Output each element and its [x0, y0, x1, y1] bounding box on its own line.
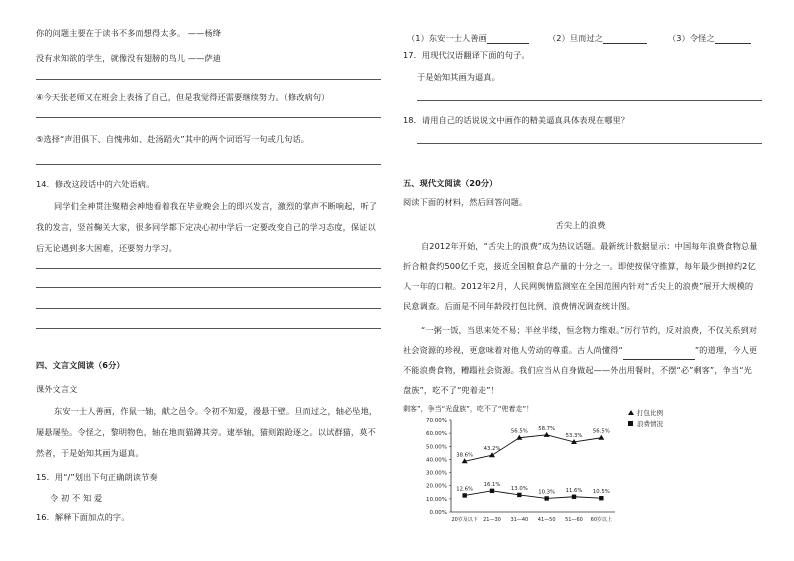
answer-line[interactable]	[417, 100, 762, 101]
x-tick-label: 41—50	[537, 517, 556, 523]
y-tick-label: 10.00%	[426, 496, 447, 503]
data-point-triangle	[598, 435, 604, 440]
quote-sadi: 没有求知欲的学生，就像没有翅膀的鸟儿 ——萨迪	[36, 53, 222, 63]
answer-line[interactable]	[36, 79, 381, 80]
sub-heading: 课外文言文	[36, 384, 78, 394]
data-point-triangle	[489, 452, 495, 457]
classical-passage: 东安一士人善画，作鼠一轴，献之邑令。令初不知爱，漫悬于壁。旦而过之，轴必坠地，屡悬屡坠。令怪之，黎明物色，轴在地而猫蹲其旁。逮举轴，猫则踉跄逐之。以试群猫，莫不然者，于是始知其画为逼真。	[36, 406, 378, 458]
data-label: 10.5%	[592, 489, 610, 496]
y-tick-label: 40.00%	[426, 457, 447, 464]
q16-item-1: （1）东安一士人善画	[407, 33, 529, 44]
answer-line[interactable]	[417, 143, 762, 144]
data-point-square	[490, 489, 494, 493]
question-17: 17．用现代汉语翻译下面的句子。	[403, 50, 530, 60]
question-16: 16．解释下面加点的字。	[36, 512, 130, 522]
legend-label: 打包比例	[637, 409, 663, 417]
answer-blank[interactable]	[623, 359, 695, 360]
data-point-square	[462, 493, 466, 497]
question-15: 15．用“/”划出下句正确朗读节奏	[36, 472, 158, 482]
answer-blank[interactable]	[715, 43, 751, 44]
q15-line: 令 初 不 知 爱	[50, 493, 103, 503]
waste-chart	[403, 400, 768, 530]
article-paragraph-2: “一粥一饭，当思来处不易；半丝半缕，恒念物力维艰。”厉行节约，反对浪费，不仅关系到对社会资源的珍视，更意味着对他人劳动的尊重。古人尚懂得“ ”的道理，今人更不能浪费食物，糟蹋社会资源。我们应当从自身做起——外出用餐时，不摆“必”剩客”，争当“光盘族”，吃不了“兜着走”！	[403, 325, 758, 395]
question-18: 18．请用自己的话说说文中画作的精美逼真具体表现在哪里？	[403, 115, 630, 125]
answer-blank[interactable]	[487, 43, 529, 44]
legend-marker-square	[628, 421, 633, 426]
data-label: 11.6%	[565, 487, 583, 494]
y-tick-label: 30.00%	[426, 470, 447, 477]
section-5-heading: 五、现代文阅读（20分）	[403, 178, 498, 188]
article-title: 舌尖上的浪费	[555, 220, 606, 230]
data-point-triangle	[544, 432, 550, 437]
y-tick-label: 70.00%	[426, 418, 447, 424]
answer-line[interactable]	[36, 117, 381, 118]
question-14: 14．修改这段话中的六处语病。	[36, 179, 155, 189]
x-tick-label: 20岁及以下	[451, 517, 478, 523]
chart-title: 剩客”，争当“光盘族”，吃不了“兜着走”！	[403, 405, 534, 413]
data-label: 13.0%	[510, 485, 528, 492]
article-paragraph-1: 自2012年开始，“舌尖上的浪费”成为热议话题。最新统计数据显示：中国每年浪费食物总量折合粮食约500亿千克，接近全国粮食总产量的十分之一。即使按保守推算，每年最少倒掉约2亿人一年的口粮。2012年2月，人民网舆情监测室在全国范围内针对“舌尖上的浪费”展开大规模的民意调查。后面是不同年龄段打包比例、浪费情况调查统计图。	[403, 241, 758, 311]
q16-item-2: （2）旦而过之	[548, 33, 647, 44]
data-point-square	[544, 496, 548, 500]
x-tick-label: 31—40	[510, 517, 529, 523]
y-tick-label: 0.00%	[429, 510, 447, 516]
answer-line[interactable]	[36, 308, 381, 309]
reading-instruction: 阅读下面的材料，然后回答问题。	[403, 197, 528, 207]
data-label: 16.1%	[483, 481, 501, 488]
answer-line[interactable]	[36, 328, 381, 329]
data-label: 12.6%	[456, 486, 474, 493]
quote-yang-jiang: 你的问题主要在于读书不多而想得太多。 ——杨绛	[36, 28, 222, 38]
q16-item-3: （3）令怪之	[668, 33, 751, 44]
y-tick-label: 60.00%	[426, 431, 447, 438]
data-label: 10.3%	[538, 489, 556, 496]
x-tick-label: 21—30	[483, 517, 501, 523]
data-point-square	[599, 496, 603, 500]
answer-line[interactable]	[36, 287, 381, 288]
data-label: 53.3%	[565, 432, 583, 439]
data-point-square	[572, 495, 576, 499]
data-label: 43.2%	[483, 446, 501, 453]
answer-blank[interactable]	[603, 43, 647, 44]
y-tick-label: 50.00%	[426, 444, 447, 451]
x-tick-label: 51—60	[565, 517, 583, 523]
x-tick-label: 60岁以上	[590, 517, 613, 523]
data-label: 56.5%	[510, 428, 528, 435]
item-4-sentence: ④今天张老师又在班会上表扬了自己，但是我觉得还需要继续努力。（修改病句）	[36, 92, 330, 102]
answer-line[interactable]	[36, 268, 381, 269]
data-label: 58.7%	[538, 425, 556, 432]
data-label: 38.6%	[456, 452, 474, 459]
legend-label: 浪费情况	[637, 420, 663, 428]
section-4-heading: 四、文言文阅读（6分）	[36, 360, 125, 370]
right-column	[403, 0, 768, 561]
legend-marker-triangle	[628, 410, 634, 415]
q17-sentence: 于是始知其画为逼真。	[417, 72, 500, 82]
answer-line[interactable]	[36, 164, 381, 165]
data-label: 56.5%	[592, 428, 610, 435]
q14-paragraph: 同学们全神贯注聚精会神地看着我在毕业晚会上的即兴发言，激烈的掌声不断响起，听了我的发言，竖首鞠关大家，很多同学都下定决心初中学后一定要改变自己的学习态度，保证以后无论遇到多大困难，还要努力学习。	[36, 201, 378, 253]
y-tick-label: 20.00%	[426, 483, 447, 490]
data-point-square	[517, 493, 521, 497]
item-5-sentence: ⑤选择“声泪俱下、自愧弗如、赴汤蹈火”其中的两个词语写一句或几句话。	[36, 134, 310, 144]
left-column	[36, 0, 386, 561]
